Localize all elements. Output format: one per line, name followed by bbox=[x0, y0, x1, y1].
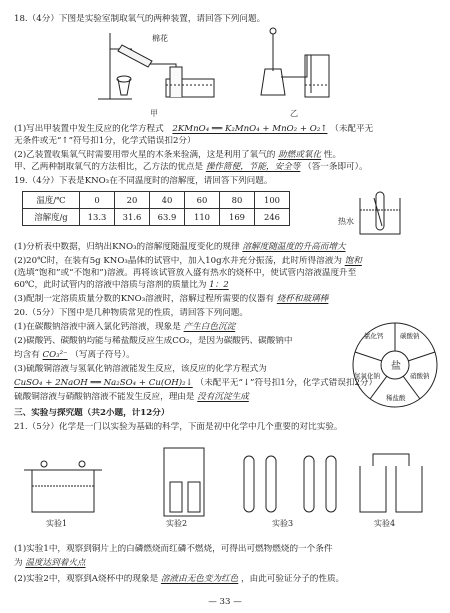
experiment-label: 实验4 bbox=[374, 519, 396, 528]
wheel-center-label: 盐 bbox=[391, 361, 401, 372]
caption-jia: 甲 bbox=[150, 109, 158, 118]
q20-part1: (1)在碳酸钠溶液中滴入氯化钙溶液，现象是 产生白色沉淀 bbox=[14, 322, 236, 332]
page-number: — 33 — bbox=[208, 597, 242, 607]
q18-part3: 甲、乙两种制取氧气的方法相比，乙方法的优点是 操作简便，节能，安全等 （答一条即可）。 bbox=[14, 162, 368, 172]
table-cell: 80 bbox=[220, 192, 255, 209]
table-cell: 169 bbox=[220, 209, 255, 226]
q21-part1: (1)实验1中，观察到铜片上的白磷燃烧而红磷不燃烧，可得出可燃物燃烧的一个条件 bbox=[14, 544, 333, 554]
figure-apparatus-yi bbox=[245, 25, 340, 110]
table-cell: 100 bbox=[255, 192, 290, 209]
q20-part4: 硫酸铜溶液与硝酸钠溶液不能发生反应，理由是 没有沉淀生成 bbox=[14, 392, 249, 402]
wheel-item: 氯化钙 bbox=[364, 332, 384, 340]
q21-part2: (2)实验2中，观察到A烧杯中的现象是 溶液由无色变为红色 ，由此可验证分子的性质。 bbox=[14, 574, 345, 584]
q20-heading: 20.（5分）下图中是几种物质常见的性质，请回答下列问题。 bbox=[14, 308, 248, 318]
table-row bbox=[23, 192, 290, 209]
table-cell: 20 bbox=[115, 192, 150, 209]
table-cell: 31.6 bbox=[115, 209, 150, 226]
q19-part2-cont: (选填“饱和”或“不饱和”)溶液。再将该试管放入盛有热水的烧杯中，使试管内溶液温度升至 bbox=[14, 268, 357, 278]
q20-part2-cont: 均含有 CO₃²⁻ （写离子符号）。 bbox=[14, 350, 135, 360]
q19-heading: 19.（4分）下表是KNO₃在不同温度时的溶解度，请回答下列问题。 bbox=[14, 176, 273, 186]
q19-part3: (3)配制一定溶质质量分数的KNO₃溶液时，溶解过程所需要的仪器有 烧杯和玻璃棒 bbox=[14, 294, 329, 304]
experiment-label: 实验2 bbox=[166, 519, 188, 528]
wheel-item: 氢氧化钠 bbox=[354, 372, 380, 380]
experiment-label: 实验1 bbox=[46, 519, 68, 528]
section3-heading: 三、实验与探究题（共2小题，计12分） bbox=[14, 408, 170, 418]
solubility-table bbox=[22, 191, 290, 226]
table-cell: 60 bbox=[185, 192, 220, 209]
q18-part2: (2)乙装置收集氧气时需要用带火星的木条来验满，这是利用了氧气的 助燃或氧化 性。 bbox=[14, 150, 342, 160]
caption-yi: 乙 bbox=[290, 109, 298, 118]
figure-experiments bbox=[14, 436, 438, 528]
q20-part3: (3)硫酸铜溶液与氢氧化钠溶液能发生反应，该反应的化学方程式为 bbox=[14, 364, 267, 374]
table-cell: 0 bbox=[80, 192, 115, 209]
q20-part2: (2)碳酸钙、碳酸钠均能与稀盐酸反应生成CO₂，是因为碳酸钙、碳酸钠中 bbox=[14, 336, 293, 346]
table-cell: 40 bbox=[150, 192, 185, 209]
wheel-item: 硝酸钠 bbox=[410, 372, 430, 380]
q18-part1-cont: 无条件或无“↑”符号扣1分，化学式错误扣2分） bbox=[14, 136, 196, 146]
wheel-item: 碳酸钠 bbox=[400, 332, 420, 340]
q18-part1: (1)写出甲装置中发生反应的化学方程式 2KMnO₄ ══ K₂MnO₄ + MnO₂ + O₂↑ （未配平无 bbox=[14, 124, 374, 134]
table-cell: 63.9 bbox=[150, 209, 185, 226]
q18-heading: 18.（4分）下图是实验室制取氧气的两种装置，请回答下列问题。 bbox=[14, 14, 266, 24]
q20-part3-eq: CuSO₄ + 2NaOH ══ Na₂SO₄ + Cu(OH)₂↓ （未配平无“↓”符号扣1分，化学式错误扣2分） bbox=[14, 378, 378, 388]
q19-part2: (2)20℃时，在装有5g KNO₃晶体的试管中，加入10g水并充分振荡，此时所得溶液为 饱和 bbox=[14, 256, 362, 266]
q21-heading: 21.（5分）化学是一门以实验为基础的科学，下面是初中化学中几个重要的对比实验。 bbox=[14, 422, 343, 432]
table-cell: 13.3 bbox=[80, 209, 115, 226]
experiment-label: 实验3 bbox=[272, 519, 294, 528]
q19-part2-cont2: 60℃，此时试管内的溶液中溶质与溶剂的质量比为 1：2 bbox=[14, 280, 229, 290]
table-row bbox=[23, 209, 290, 226]
label-cotton: 棉花 bbox=[152, 34, 168, 43]
table-cell: 246 bbox=[255, 209, 290, 226]
wheel-item: 稀盐酸 bbox=[386, 394, 406, 402]
figure-hot-water-beaker bbox=[338, 190, 408, 240]
q21-part1-cont: 为 温度达到着火点 bbox=[14, 558, 86, 568]
figure-apparatus-jia bbox=[92, 27, 222, 107]
q19-part1: (1)分析表中数据，归纳出KNO₃的溶解度随温度变化的规律 溶解度随温度的升高而增大 bbox=[14, 242, 346, 252]
label-hot-water: 热水 bbox=[338, 217, 354, 226]
table-header-solubility: 溶解度/g bbox=[23, 209, 80, 226]
table-header-temp: 温度/℃ bbox=[23, 192, 80, 209]
table-cell: 110 bbox=[185, 209, 220, 226]
